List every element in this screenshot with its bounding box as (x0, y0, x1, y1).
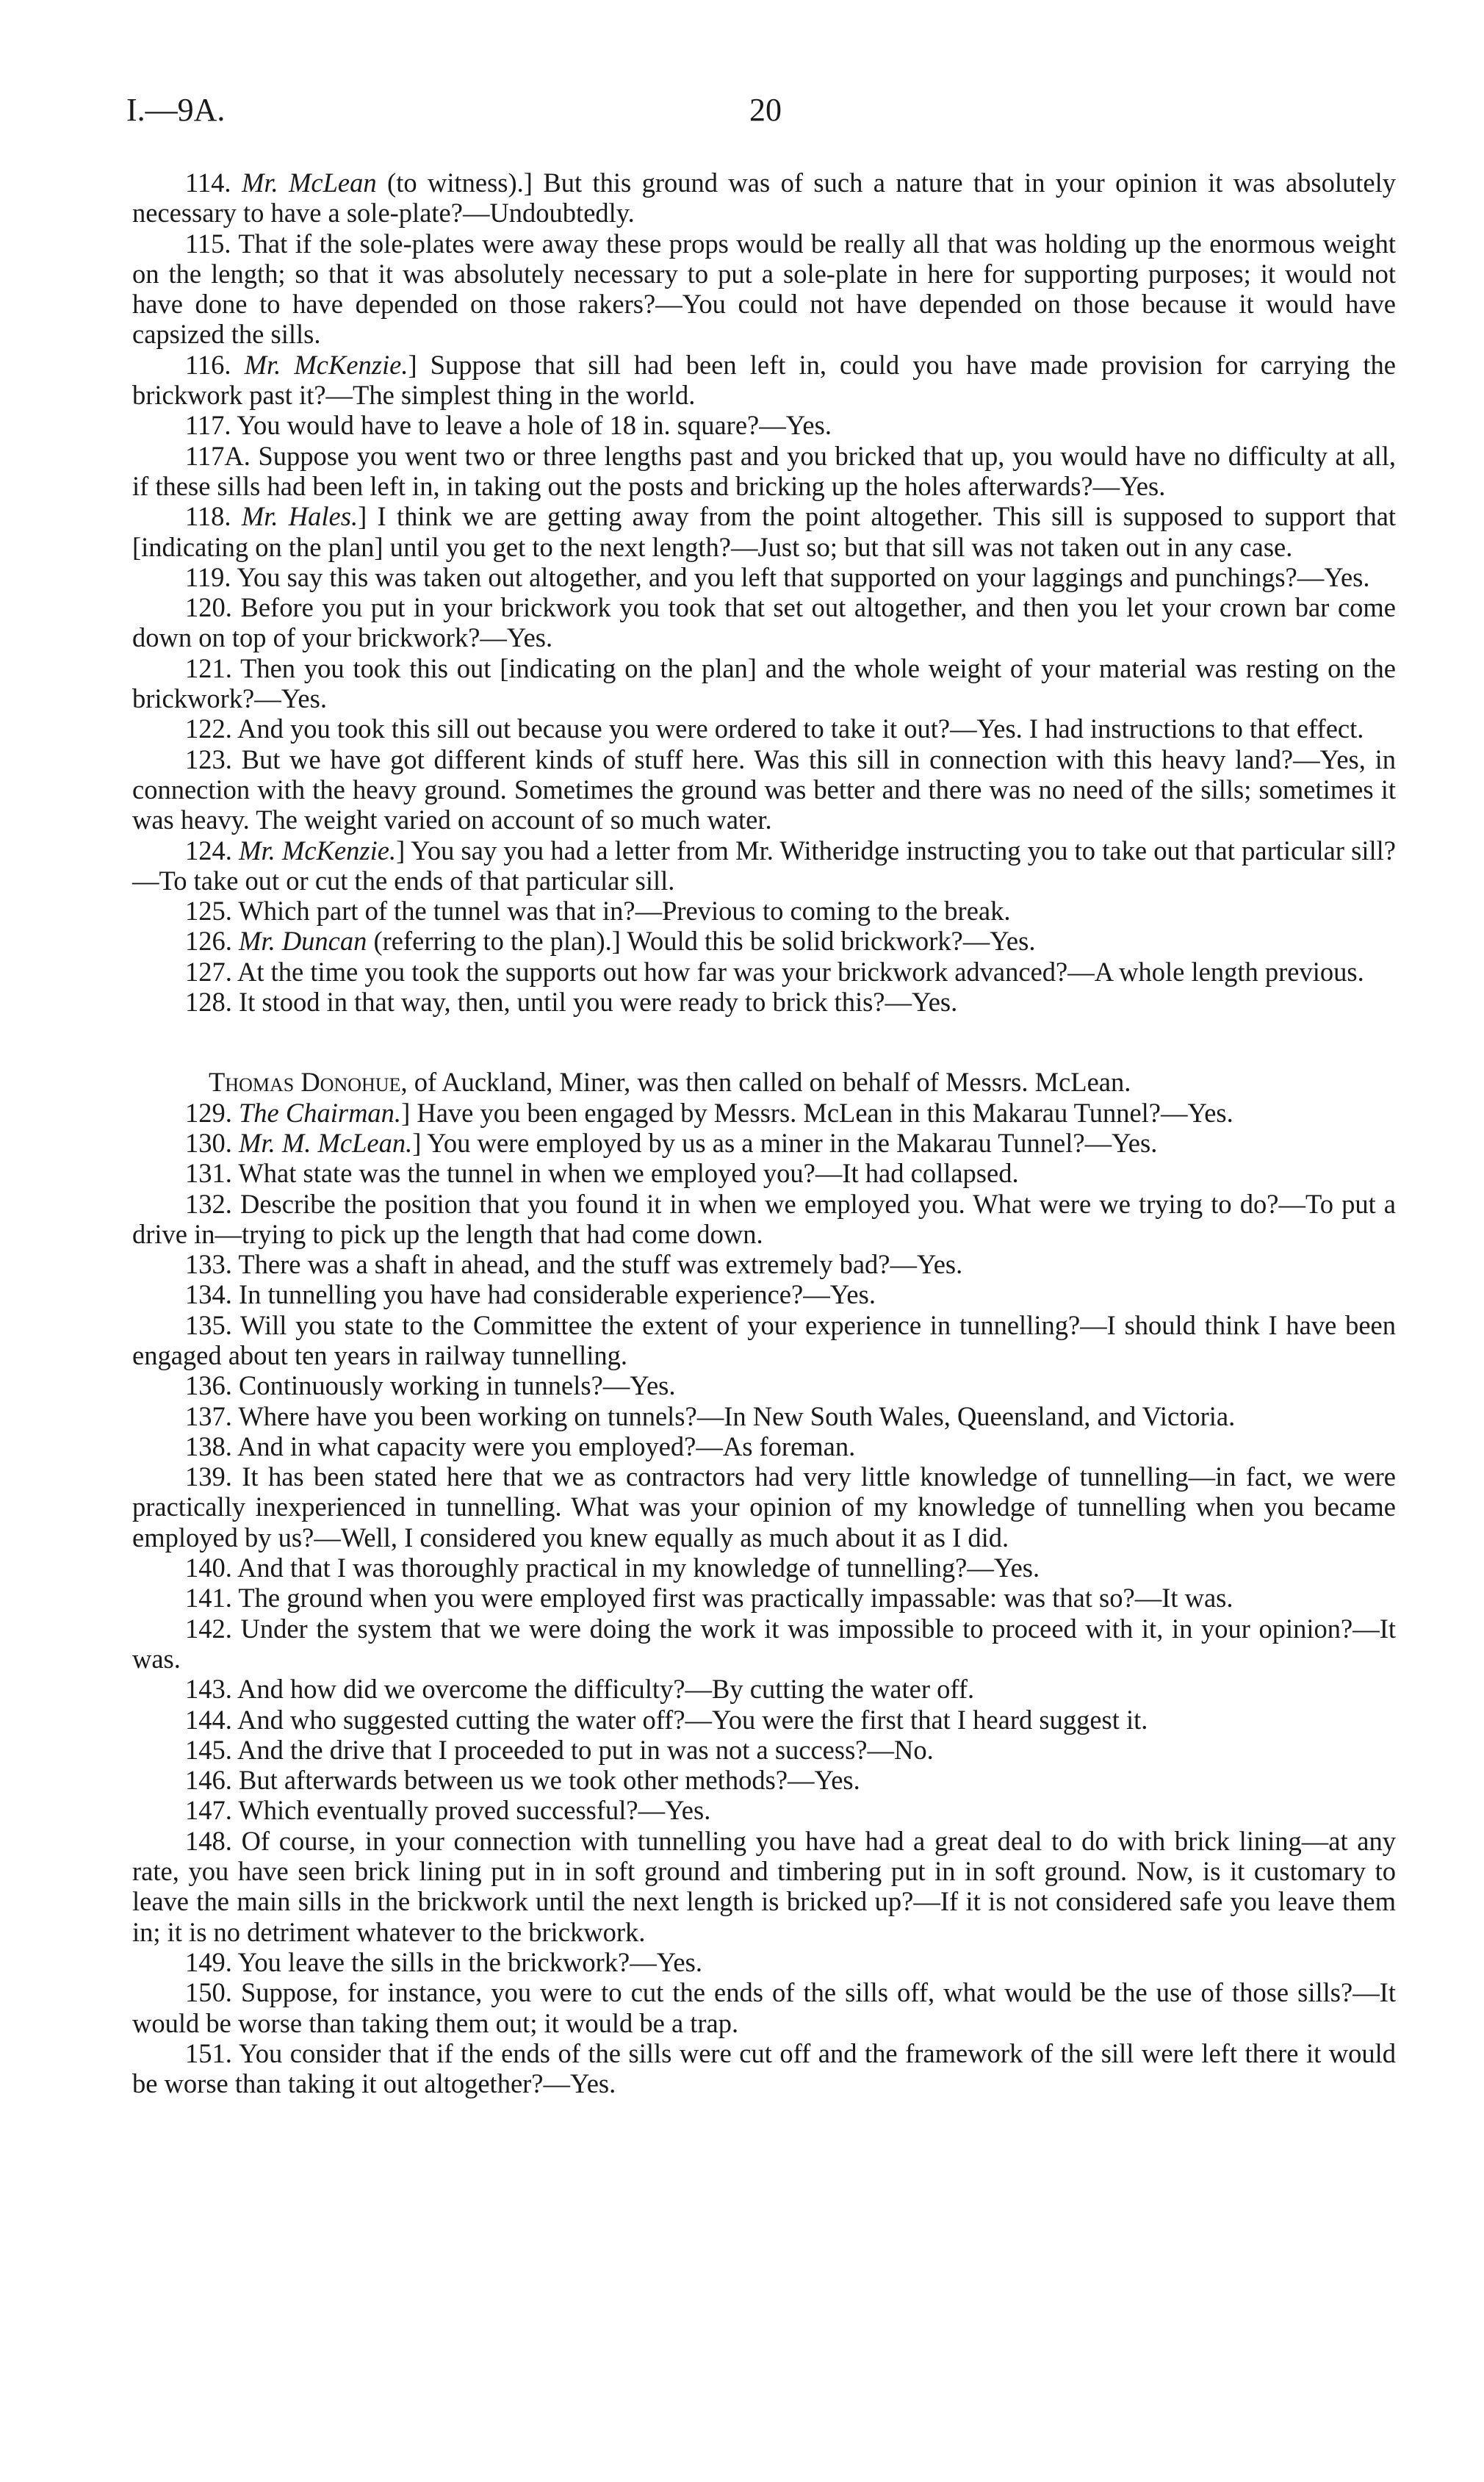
paragraph-text: You say this was taken out altogether, and you left that supported on your laggings and punchings?—Yes. (237, 561, 1370, 592)
testimony-paragraph (132, 1128, 1396, 1158)
testimony-paragraph (132, 1674, 1396, 1704)
testimony-paragraph (132, 1553, 1396, 1583)
testimony-paragraph (132, 1310, 1396, 1371)
testimony-paragraph (132, 1249, 1396, 1279)
question-number: 116. (185, 349, 231, 380)
testimony-paragraph (132, 1705, 1396, 1735)
paragraph-text: Suppose you went two or three lengths past and you bricked that up, you would have no difficulty at all, if these sills had been left in, in taking out the posts and bricking up the holes afterwards?—Yes. (132, 440, 1397, 501)
question-number: 122. (185, 713, 232, 744)
question-number: 145. (185, 1734, 232, 1765)
paragraph-text: It has been stated here that we as contractors had very little knowledge of tunnelling—in fact, we were practically inexperienced in tunnelling. What was your opinion of my knowledge of tunnelling when you became employed by us?—Well, I considered you knew equally as much about it as I did. (132, 1461, 1396, 1553)
question-number: 119. (185, 561, 231, 592)
paragraph-text: And that I was thoroughly practical in my knowledge of tunnelling?—Yes. (237, 1553, 1040, 1583)
testimony-paragraph (132, 1795, 1396, 1825)
paragraph-text: You leave the sills in the brickwork?—Yes. (237, 1946, 702, 1977)
question-number: 117. (185, 410, 231, 441)
testimony-paragraph (132, 1279, 1396, 1309)
testimony-paragraph (132, 1461, 1396, 1553)
speaker-name: Mr. Hales. (241, 501, 359, 532)
testimony-paragraph (132, 1431, 1396, 1461)
speaker-name: Mr. McLean (241, 168, 377, 198)
paragraph-text: You were employed by us as a miner in the Makarau Tunnel?—Yes. (421, 1127, 1158, 1158)
paragraph-text: Would this be solid brickwork?—Yes. (620, 926, 1036, 957)
paragraph-text: And who suggested cutting the water off?—You were the first that I heard suggest it. (237, 1704, 1148, 1735)
question-number: 150. (185, 1977, 232, 2008)
question-number: 125. (185, 896, 232, 927)
testimony-paragraph (132, 410, 1396, 440)
question-number: 115. (185, 228, 231, 259)
testimony-paragraph (132, 1947, 1396, 1977)
question-number: 149. (185, 1946, 232, 1977)
speaker-name: The Chairman. (239, 1097, 402, 1128)
speaker-suffix: ] (401, 1097, 411, 1128)
testimony-section-2 (132, 1098, 1396, 2099)
paragraph-text: Continuously working in tunnels?—Yes. (239, 1370, 676, 1401)
testimony-section-1 (132, 168, 1396, 1017)
question-number: 132. (185, 1188, 232, 1219)
speaker-suffix: ] (408, 349, 417, 380)
testimony-paragraph (132, 1735, 1396, 1765)
question-number: 140. (185, 1553, 232, 1583)
question-number: 136. (185, 1370, 232, 1401)
testimony-paragraph (132, 653, 1396, 714)
question-number: 120. (185, 592, 232, 623)
testimony-paragraph (132, 1098, 1396, 1128)
question-number: 147. (185, 1795, 232, 1826)
question-number: 118. (185, 501, 231, 532)
section-gap (132, 1017, 1396, 1067)
paragraph-text: Suppose that sill had been left in, could you have made provision for carrying the brickwork past it?—The simplest thing in the world. (132, 349, 1396, 411)
paragraph-text: And the drive that I proceeded to put in was not a success?—No. (237, 1734, 934, 1765)
speaker-name: Mr. McKenzie. (244, 349, 408, 380)
paragraph-text: Which part of the tunnel was that in?—Previous to coming to the break. (238, 896, 1011, 927)
paragraph-text: Have you been engaged by Messrs. McLean in this Makarau Tunnel?—Yes. (410, 1097, 1233, 1128)
witness-intro (132, 1067, 1396, 1097)
page-header (0, 92, 1484, 129)
page-number: 20 (749, 92, 782, 128)
paragraph-text: What state was the tunnel in when we employed you?—It had collapsed. (238, 1158, 1019, 1189)
testimony-paragraph (132, 350, 1396, 411)
question-number: 117A. (185, 440, 251, 471)
question-number: 123. (185, 744, 232, 774)
question-number: 129. (185, 1097, 232, 1128)
paragraph-text: I think we are getting away from the point altogether. This sill is supposed to support that [indicating on the plan] until you get to the next length?—Just so; but that sill was not taken out in any case. (132, 501, 1397, 562)
paragraph-text: It stood in that way, then, until you were ready to brick this?—Yes. (239, 987, 958, 1018)
testimony-paragraph (132, 713, 1396, 744)
question-number: 139. (185, 1461, 232, 1492)
paragraph-text: Will you state to the Committee the extent of your experience in tunnelling?—I should think I have been engaged about ten years in railway tunnelling. (132, 1309, 1396, 1370)
page-body (132, 168, 1396, 2098)
paragraph-text: In tunnelling you have had considerable experience?—Yes. (239, 1279, 876, 1310)
testimony-paragraph (132, 229, 1396, 350)
paragraph-text: Of course, in your connection with tunnelling you have had a great deal to do with brick lining—at any rate, you have seen brick lining put in in soft ground and timbering put in in soft ground. Now, is it customary to leave the main sills in the brickwork until the next length is bricked up?—If it is not considered safe you leave them in; it is no detriment whatever to the brickwork. (132, 1825, 1397, 1947)
testimony-paragraph (132, 1826, 1396, 1947)
speaker-name: Mr. M. McLean. (239, 1127, 413, 1158)
testimony-paragraph (132, 1401, 1396, 1431)
speaker-name: Mr. Duncan (239, 926, 367, 957)
paragraph-text: Then you took this out [indicating on the plan] and the whole weight of your material was resting on the brickwork?—Yes. (132, 652, 1397, 714)
paragraph-text: You would have to leave a hole of 18 in. square?—Yes. (237, 410, 832, 441)
question-number: 126. (185, 926, 232, 957)
question-number: 137. (185, 1400, 232, 1431)
testimony-paragraph (132, 501, 1396, 562)
question-number: 142. (185, 1613, 232, 1644)
question-number: 135. (185, 1309, 232, 1340)
testimony-paragraph (132, 1765, 1396, 1795)
testimony-paragraph (132, 2038, 1396, 2099)
question-number: 133. (185, 1249, 232, 1280)
question-number: 124. (185, 835, 232, 866)
witness-intro-text: , of Auckland, Miner, was then called on behalf of Messrs. McLean. (400, 1067, 1131, 1098)
speaker-suffix: ] (412, 1127, 422, 1158)
question-number: 141. (185, 1583, 232, 1614)
testimony-paragraph (132, 562, 1396, 592)
testimony-paragraph (132, 926, 1396, 956)
question-number: 127. (185, 956, 232, 987)
paragraph-text: You consider that if the ends of the sills were cut off and the framework of the sill were left there it would be worse than taking it out altogether?—Yes. (132, 2037, 1396, 2099)
paragraph-text: But afterwards between us we took other methods?—Yes. (239, 1765, 860, 1796)
question-number: 114. (185, 168, 231, 198)
paragraph-text: That if the sole-plates were away these props would be really all that was holding up the enormous weight on the length; so that it was absolutely necessary to put a sole-plate in here for supporting purposes; it would not have done to have depended on those rakers?—You could not have depended on those because it would have capsized the sills. (132, 228, 1396, 350)
testimony-paragraph (132, 744, 1396, 835)
question-number: 151. (185, 2037, 232, 2068)
paragraph-text: Before you put in your brickwork you took that set out altogether, and then you let your crown bar come down on top of your brickwork?—Yes. (132, 592, 1396, 653)
testimony-paragraph (132, 168, 1396, 229)
document-reference: I.—9A. (126, 92, 226, 128)
question-number: 121. (185, 652, 232, 683)
testimony-paragraph (132, 1189, 1396, 1250)
paragraph-text: Suppose, for instance, you were to cut the ends of the sills off, what would be the use of those sills?—It would be worse than taking them out; it would be a trap. (132, 1977, 1396, 2038)
paragraph-text: But this ground was of such a nature that in your opinion it was absolutely necessary to have a sole-plate?—Undoubtedly. (132, 168, 1396, 229)
question-number: 130. (185, 1127, 232, 1158)
testimony-paragraph (132, 1370, 1396, 1400)
question-number: 131. (185, 1158, 232, 1189)
paragraph-text: And you took this sill out because you were ordered to take it out?—Yes. I had instructions to that effect. (237, 713, 1364, 744)
question-number: 146. (185, 1765, 232, 1796)
testimony-paragraph (132, 441, 1396, 502)
speaker-suffix: ] (358, 501, 367, 532)
question-number: 148. (185, 1825, 232, 1856)
testimony-paragraph (132, 1158, 1396, 1188)
paragraph-text: Under the system that we were doing the work it was impossible to proceed with it, in your opinion?—It was. (132, 1613, 1397, 1674)
paragraph-text: You say you had a letter from Mr. Witheridge instructing you to take out that particular sill?—To take out or cut the ends of that particular sill. (132, 835, 1397, 896)
testimony-paragraph (132, 1977, 1396, 2038)
witness-name: Thomas Donohue (209, 1067, 401, 1098)
paragraph-text: But we have got different kinds of stuff here. Was this sill in connection with this heavy land?—Yes, in connection with the heavy ground. Sometimes the ground was better and there was no need of the sills; sometimes it was heavy. The weight varied on account of so much water. (132, 744, 1396, 835)
testimony-paragraph (132, 987, 1396, 1017)
paragraph-text: And in what capacity were you employed?—As foreman. (237, 1431, 856, 1461)
testimony-paragraph (132, 957, 1396, 987)
paragraph-text: Describe the position that you found it in when we employed you. What were we trying to do?—To put a drive in—trying to pick up the length that had come down. (132, 1188, 1397, 1249)
question-number: 143. (185, 1674, 232, 1705)
paragraph-text: There was a shaft in ahead, and the stuff was extremely bad?—Yes. (238, 1249, 963, 1280)
speaker-suffix: (referring to the plan).] (367, 926, 621, 957)
speaker-suffix: ] (396, 835, 406, 866)
testimony-paragraph (132, 592, 1396, 653)
question-number: 128. (185, 987, 232, 1018)
testimony-paragraph (132, 1614, 1396, 1675)
paragraph-text: At the time you took the supports out how far was your brickwork advanced?—A whole length previous. (237, 956, 1364, 987)
paragraph-text: And how did we overcome the difficulty?—By cutting the water off. (237, 1674, 975, 1705)
testimony-paragraph (132, 896, 1396, 926)
question-number: 144. (185, 1704, 232, 1735)
speaker-name: Mr. McKenzie. (239, 835, 397, 866)
paragraph-text: Which eventually proved successful?—Yes. (238, 1795, 711, 1826)
paragraph-text: The ground when you were employed first was practically impassable: was that so?—It was. (238, 1583, 1233, 1614)
question-number: 134. (185, 1279, 232, 1310)
speaker-suffix: (to witness).] (376, 168, 533, 198)
testimony-paragraph (132, 1583, 1396, 1613)
paragraph-text: Where have you been working on tunnels?—In New South Wales, Queensland, and Victoria. (238, 1400, 1236, 1431)
testimony-paragraph (132, 835, 1396, 896)
question-number: 138. (185, 1431, 232, 1461)
